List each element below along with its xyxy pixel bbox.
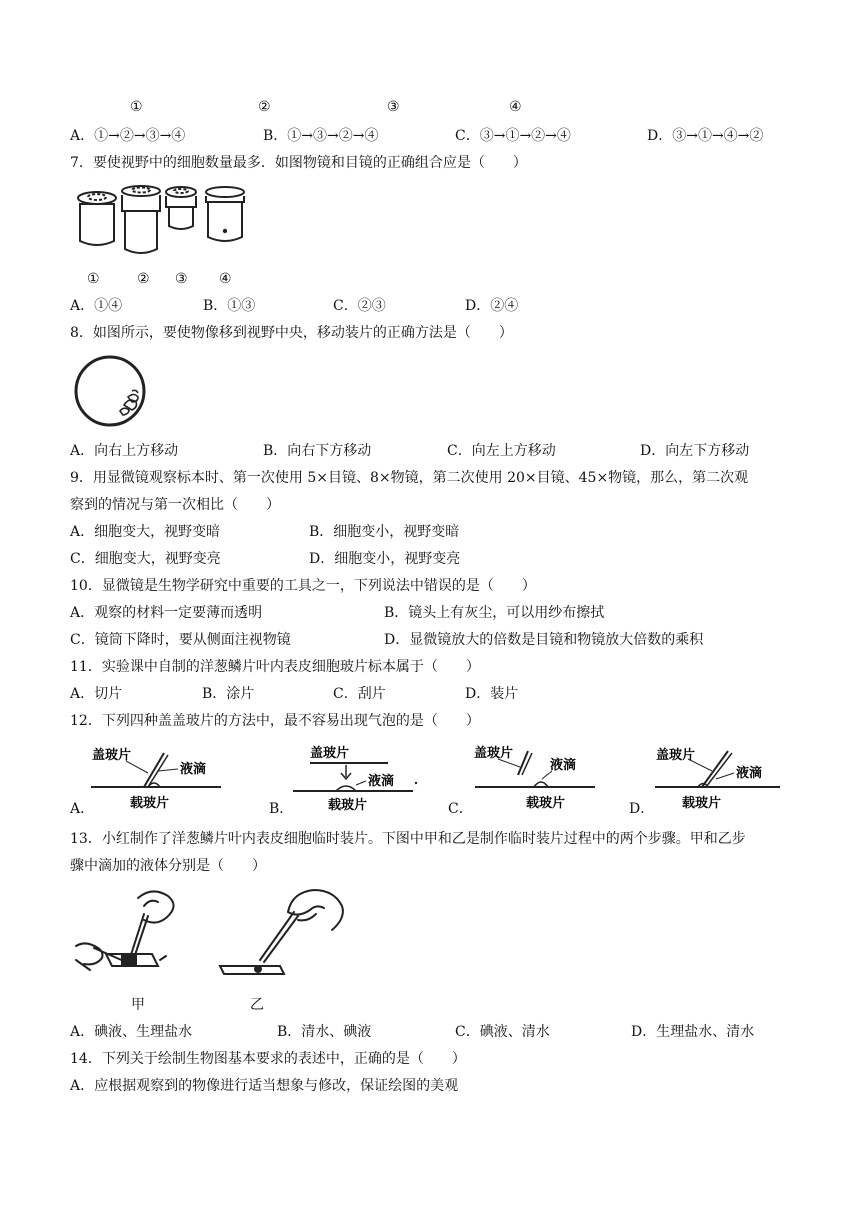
- objective-lens-long-icon: [122, 186, 160, 253]
- q10-option-d[interactable]: D．显微镜放大的倍数是目镜和物镜放大倍数的乘积: [384, 632, 704, 648]
- q9-option-a[interactable]: A．细胞变大，视野变暗: [70, 524, 221, 540]
- hand-with-dropper-icon: [220, 890, 343, 974]
- q8-field-of-view-figure: [72, 353, 152, 431]
- q8-option-b[interactable]: B．向右下方移动: [263, 443, 372, 459]
- q12d-drop-label: 液滴: [736, 766, 763, 781]
- q13-option-c[interactable]: C．碘液、清水: [455, 1024, 550, 1040]
- q7-fig-label-4: ④: [219, 271, 232, 287]
- q7-fig-label-2: ②: [137, 271, 150, 287]
- q12-stem: 12．下列四种盖盖玻片的方法中，最不容易出现气泡的是（ ）: [70, 713, 480, 729]
- q12-figure-d: [650, 743, 790, 811]
- q7-option-a[interactable]: A．①④: [70, 298, 123, 314]
- q13-step-yi-figure: [214, 882, 354, 986]
- q12b-slide-label: 载玻片: [328, 798, 368, 811]
- q11-option-a[interactable]: A．切片: [70, 686, 123, 702]
- q8-option-c[interactable]: C．向左上方移动: [447, 443, 556, 459]
- q8-option-d[interactable]: D．向左下方移动: [640, 443, 750, 459]
- q9-option-d[interactable]: D．细胞变小，视野变亮: [309, 551, 461, 567]
- q13-option-a[interactable]: A．碘液、生理盐水: [70, 1024, 193, 1040]
- q6-label-2: ②: [258, 99, 271, 115]
- q12a-cover-label: 盖玻片: [92, 748, 132, 763]
- q9-stem-line1: 9．用显微镜观察标本时、第一次使用 5×目镜、8×物镜，第二次使用 20×目镜、45×物镜，那么，第二次观: [70, 470, 749, 486]
- q11-stem: 11．实验课中自制的洋葱鳞片叶内表皮细胞玻片标本属于（ ）: [70, 659, 480, 675]
- q13-label-jia: 甲: [131, 997, 145, 1013]
- q10-option-c[interactable]: C．镜筒下降时，要从侧面注视物镜: [70, 632, 291, 648]
- q6-option-b[interactable]: B．①→③→②→④: [263, 128, 379, 144]
- q6-option-d[interactable]: D．③→①→④→②: [647, 128, 764, 144]
- q11-option-d[interactable]: D．装片: [465, 686, 519, 702]
- q13-step-jia-figure: [72, 886, 202, 986]
- q12a-drop-label: 液滴: [180, 762, 207, 777]
- q10-option-a[interactable]: A．观察的材料一定要薄而透明: [70, 605, 263, 621]
- q7-lens-figure: [74, 183, 254, 258]
- q12-figure-c: [470, 743, 610, 811]
- q14-stem: 14．下列关于绘制生物图基本要求的表述中，正确的是（ ）: [70, 1051, 466, 1067]
- q8-stem: 8．如图所示，要使物像移到视野中央，移动装片的正确方法是（ ）: [70, 325, 513, 341]
- q11-option-c[interactable]: C．刮片: [333, 686, 386, 702]
- q12d-slide-label: 载玻片: [682, 796, 722, 811]
- q12c-cover-label: 盖玻片: [474, 746, 514, 761]
- q12-option-b[interactable]: B．: [269, 801, 294, 817]
- q13-stem-line2: 骤中滴加的液体分别是（ ）: [70, 858, 266, 874]
- eyepiece-lens-short-icon: [166, 187, 196, 229]
- q6-label-4: ④: [509, 99, 522, 115]
- q9-option-c[interactable]: C．细胞变大，视野变亮: [70, 551, 221, 567]
- q6-label-1: ①: [130, 99, 143, 115]
- q12-figure-b: [288, 743, 428, 811]
- q12-option-c[interactable]: C．: [448, 801, 473, 817]
- q12b-drop-label: 液滴: [368, 774, 395, 789]
- q10-option-b[interactable]: B．镜头上有灰尘，可以用纱布擦拭: [384, 605, 605, 621]
- q12c-drop-label: 液滴: [550, 758, 577, 773]
- q11-option-b[interactable]: B．涂片: [202, 686, 255, 702]
- q13-label-yi: 乙: [250, 997, 264, 1013]
- q6-option-c[interactable]: C．③→①→②→④: [455, 128, 571, 144]
- hands-with-tweezers-icon: [76, 891, 174, 970]
- q12d-cover-label: 盖玻片: [656, 748, 696, 763]
- q13-stem-line1: 13．小红制作了洋葱鳞片叶内表皮细胞临时装片。下图中甲和乙是制作临时装片过程中的两个步骤。甲和乙步: [70, 831, 746, 847]
- q12-option-d[interactable]: D．: [629, 801, 655, 817]
- objective-lens-short-icon: [206, 187, 244, 241]
- q7-fig-label-3: ③: [175, 271, 188, 287]
- q7-option-c[interactable]: C．②③: [333, 298, 386, 314]
- q13-option-d[interactable]: D．生理盐水、清水: [631, 1024, 755, 1040]
- q6-label-3: ③: [387, 99, 400, 115]
- q9-stem-line2: 察到的情况与第一次相比（ ）: [70, 497, 280, 513]
- q8-option-a[interactable]: A．向右上方移动: [70, 443, 179, 459]
- q12a-slide-label: 载玻片: [130, 796, 170, 811]
- q14-option-a[interactable]: A．应根据观察到的物像进行适当想象与修改，保证绘图的美观: [70, 1078, 459, 1094]
- q7-stem: 7．要使视野中的细胞数量最多．如图物镜和目镜的正确组合应是（ ）: [70, 155, 527, 171]
- q12-figure-a: [86, 743, 226, 811]
- q12c-slide-label: 载玻片: [526, 796, 566, 811]
- eyepiece-lens-icon: [78, 192, 116, 245]
- q13-option-b[interactable]: B．清水、碘液: [277, 1024, 372, 1040]
- q7-option-b[interactable]: B．①③: [203, 298, 256, 314]
- q12-option-a[interactable]: A．: [70, 801, 95, 817]
- q12b-cover-label: 盖玻片: [310, 746, 350, 761]
- q9-option-b[interactable]: B．细胞变小，视野变暗: [309, 524, 460, 540]
- q7-option-d[interactable]: D．②④: [465, 298, 519, 314]
- q10-stem: 10．显微镜是生物学研究中重要的工具之一，下列说法中错误的是（ ）: [70, 578, 536, 594]
- q6-option-a[interactable]: A．①→②→③→④: [70, 128, 186, 144]
- q7-fig-label-1: ①: [87, 271, 100, 287]
- cell-cluster-icon: [120, 390, 138, 415]
